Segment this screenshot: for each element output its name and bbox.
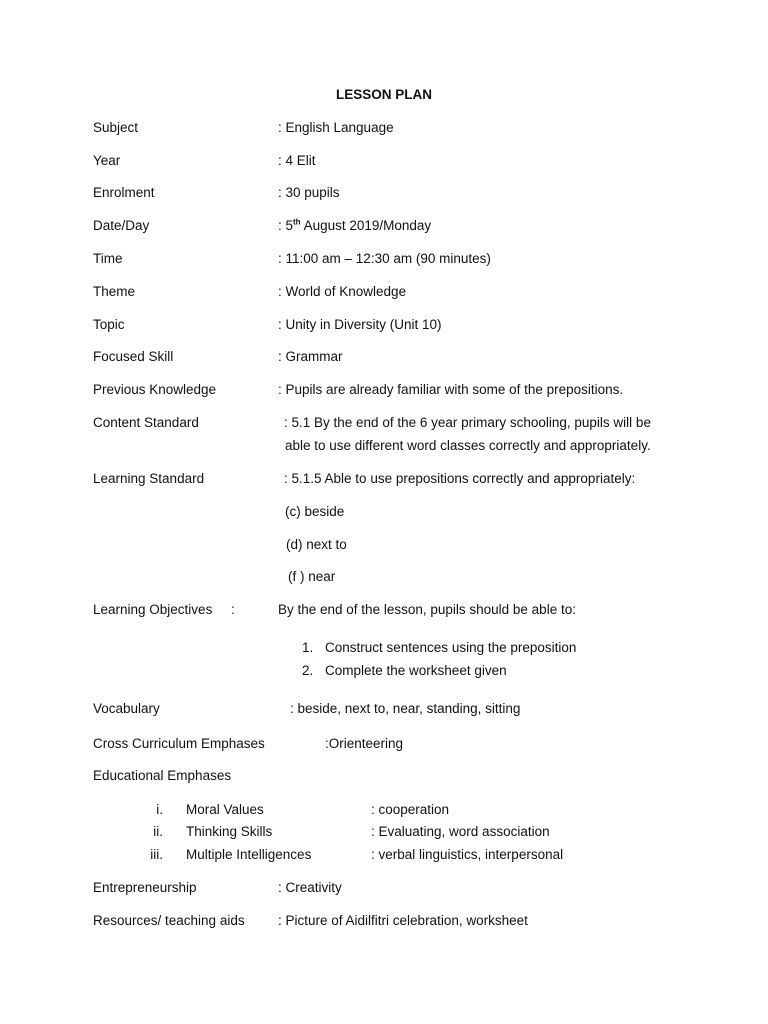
emphasis-name: Multiple Intelligences (186, 847, 312, 862)
emphasis-number: iii. (150, 847, 163, 862)
topic-label: Topic (93, 317, 125, 332)
content-standard-label: Content Standard (93, 415, 199, 430)
educational-emphases-label: Educational Emphases (93, 768, 232, 783)
emphasis-name: Moral Values (186, 802, 264, 817)
content-standard-line-2: able to use different word classes correctly and appropriately. (285, 438, 651, 453)
subject-value: : English Language (278, 120, 394, 135)
date-day-value (278, 217, 431, 235)
previous-knowledge-label: Previous Knowledge (93, 382, 217, 397)
subject-label: Subject (93, 120, 139, 135)
resources-value: : Picture of Aidilfitri celebration, worksheet (278, 913, 528, 928)
learning-standard-item: (d) next to (286, 537, 347, 552)
learning-objectives-colon: : (231, 602, 235, 617)
entrepreneurship-label: Entrepreneurship (93, 880, 197, 895)
vocabulary-label: Vocabulary (93, 701, 160, 716)
date-day-ordinal: th (293, 217, 301, 227)
emphasis-number: ii. (153, 824, 163, 839)
enrolment-label: Enrolment (93, 185, 155, 200)
theme-value: : World of Knowledge (278, 284, 407, 299)
emphasis-value: : verbal linguistics, interpersonal (371, 847, 564, 862)
objective-text: Construct sentences using the preposition (325, 640, 577, 655)
time-value: : 11:00 am – 12:30 am (90 minutes) (278, 251, 491, 266)
date-day-prefix: : 5 (278, 218, 294, 233)
content-standard-line-1: : 5.1 By the end of the 6 year primary schooling, pupils will be (284, 415, 651, 430)
learning-objectives-label: Learning Objectives (93, 602, 213, 617)
learning-standard-line-1: : 5.1.5 Able to use prepositions correctly and appropriately: (284, 471, 636, 486)
previous-knowledge-value: : Pupils are already familiar with some of the prepositions. (278, 382, 624, 397)
learning-objectives-intro: By the end of the lesson, pupils should be able to: (278, 602, 576, 617)
date-day-label: Date/Day (93, 218, 150, 233)
objective-text: Complete the worksheet given (325, 663, 507, 678)
learning-standard-label: Learning Standard (93, 471, 205, 486)
learning-standard-item: (f ) near (288, 569, 336, 584)
emphasis-name: Thinking Skills (186, 824, 273, 839)
entrepreneurship-value: : Creativity (278, 880, 342, 895)
date-day-suffix: August 2019/Monday (300, 218, 432, 233)
year-value: : 4 Elit (278, 153, 316, 168)
cross-curriculum-value: :Orienteering (325, 736, 404, 751)
time-label: Time (93, 251, 123, 266)
objective-number: 1. (302, 640, 314, 655)
emphasis-value: : cooperation (371, 802, 450, 817)
enrolment-value: : 30 pupils (278, 185, 340, 200)
vocabulary-value: : beside, next to, near, standing, sitting (290, 701, 521, 716)
emphasis-number: i. (156, 802, 163, 817)
cross-curriculum-label: Cross Curriculum Emphases (93, 736, 265, 751)
topic-value: : Unity in Diversity (Unit 10) (278, 317, 442, 332)
focused-skill-label: Focused Skill (93, 349, 174, 364)
page-title: LESSON PLAN (335, 87, 432, 102)
year-label: Year (93, 153, 121, 168)
learning-standard-item: (c) beside (285, 504, 345, 519)
theme-label: Theme (93, 284, 136, 299)
focused-skill-value: : Grammar (278, 349, 343, 364)
objective-number: 2. (302, 663, 314, 678)
emphasis-value: : Evaluating, word association (371, 824, 550, 839)
resources-label: Resources/ teaching aids (93, 913, 245, 928)
